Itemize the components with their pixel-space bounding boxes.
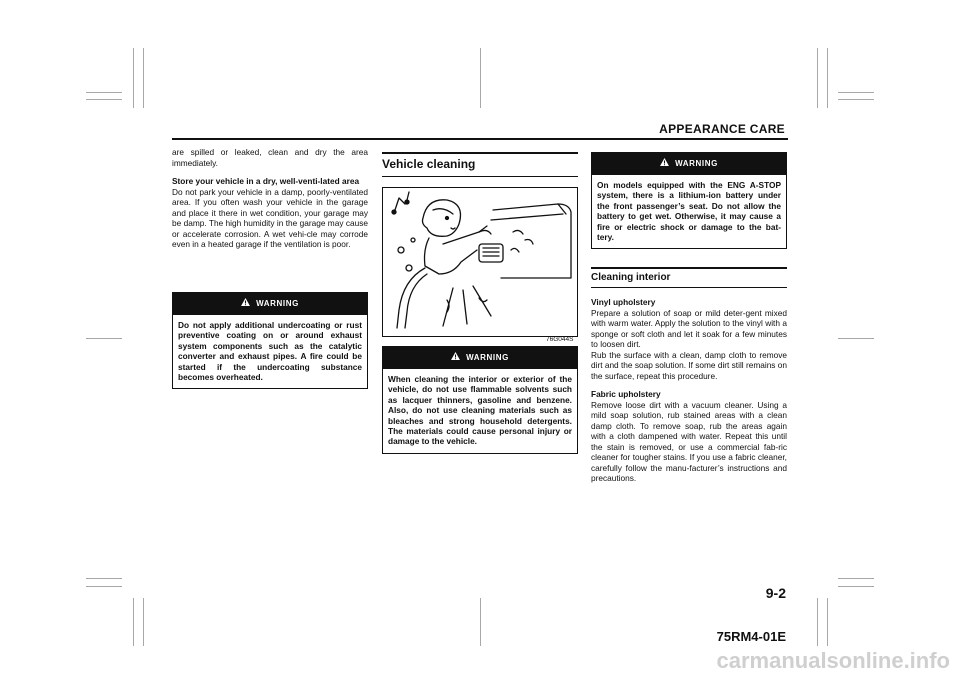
- warning-triangle-icon: [660, 153, 669, 175]
- warning-header: [383, 347, 577, 369]
- warning-header: [592, 153, 786, 175]
- section-rule: [591, 287, 787, 288]
- vinyl-heading: Vinyl upholstery: [591, 297, 656, 307]
- crop-mark: [86, 578, 122, 579]
- store-paragraph: Do not park your vehicle in a damp, poorly-ventilated area. If you often wash your vehicle in the garage and place it there in wet condition, your garage may be damp. The high humidity in the garage may cause or accelerate corrosion. A wet vehi-cle may corrode even in a heated garage if the ventilation is poor.: [172, 186, 368, 249]
- crop-mark: [86, 586, 122, 587]
- warning-label: WARNING: [675, 159, 718, 168]
- crop-mark: [480, 48, 481, 108]
- section-rule: [382, 176, 578, 177]
- crop-mark: [838, 578, 874, 579]
- page-number: 9-2: [765, 585, 786, 601]
- vehicle-cleaning-illustration: [382, 187, 578, 337]
- header-rule: [172, 138, 788, 140]
- crop-mark: [133, 598, 134, 646]
- crop-mark: [143, 48, 144, 108]
- column-1: [172, 147, 368, 258]
- crop-mark: [827, 48, 828, 108]
- crop-mark: [838, 99, 874, 100]
- watermark: carmanualsonline.info: [716, 648, 950, 673]
- crop-mark: [86, 92, 122, 93]
- warning-text: When cleaning the interior or exterior of the vehicle, do not use flammable solvents such as lacquer thinners, gasoline and benzene. Also, do not use cleaning materials such as bleaches and strong household detergents. The materials could cause personal injury or damage to the vehicle.: [388, 374, 572, 447]
- column-3: [591, 297, 787, 492]
- warning-header: [173, 293, 367, 315]
- crop-mark: [86, 338, 122, 339]
- section-rule: [382, 152, 578, 154]
- washing-car-drawing: [383, 188, 577, 336]
- warning-text: Do not apply additional undercoating or rust preventive coating on or around exhaust system components such as the catalytic converter and exhaust pipes. A fire could be started if the undercoating substance becomes overheated.: [178, 320, 362, 383]
- section-rule: [591, 267, 787, 269]
- vinyl-paragraph-2: Rub the surface with a clean, damp cloth to remove dirt and the soap solution. If some dirt still remains on the surface, repeat this procedure.: [591, 349, 787, 381]
- warning-text: On models equipped with the ENG A-STOP system, there is a lithium-ion battery under the front passenger’s seat. Do not allow the battery to get wet. Otherwise, it may cause a fire or electric shock or damage to the bat-tery.: [597, 180, 781, 243]
- warning-box-solvents: [382, 346, 578, 454]
- warning-triangle-icon: [451, 347, 460, 369]
- figure-code: 76G044S: [546, 336, 574, 343]
- crop-mark: [838, 586, 874, 587]
- section-title-vehicle-cleaning: Vehicle cleaning: [382, 157, 476, 171]
- crop-mark: [838, 92, 874, 93]
- section-title-cleaning-interior: Cleaning interior: [591, 272, 671, 283]
- warning-label: WARNING: [466, 353, 509, 362]
- crop-mark: [133, 48, 134, 108]
- crop-mark: [827, 598, 828, 646]
- store-heading: Store your vehicle in a dry, well-venti-lated area: [172, 176, 360, 186]
- crop-mark: [86, 99, 122, 100]
- crop-mark: [817, 48, 818, 108]
- crop-mark: [480, 598, 481, 646]
- document-code: 75RM4-01E: [716, 629, 786, 644]
- warning-label: WARNING: [256, 299, 299, 308]
- warning-box-battery: [591, 152, 787, 249]
- fabric-heading: Fabric upholstery: [591, 389, 661, 399]
- warning-box-undercoating: [172, 292, 368, 389]
- crop-mark: [838, 338, 874, 339]
- crop-mark: [143, 598, 144, 646]
- warning-triangle-icon: [241, 293, 250, 315]
- vinyl-paragraph-1: Prepare a solution of soap or mild deter-gent mixed with warm water. Apply the solution to the vinyl with a sponge or soft cloth and let it soak for a few minutes to loosen dirt.: [591, 307, 787, 349]
- intro-paragraph: are spilled or leaked, clean and dry the area immediately.: [172, 147, 368, 168]
- section-header: APPEARANCE CARE: [659, 122, 785, 136]
- crop-mark: [817, 598, 818, 646]
- fabric-paragraph: Remove loose dirt with a vacuum cleaner. Using a mild soap solution, rub stained areas with a clean damp cloth. To remove soap, rub the areas again with a cloth dampened with water. Repeat this until the stain is removed, or use a commercial fab-ric cleaner for tougher stains. If you use a fabric cleaner, carefully follow the manu-facturer’s instructions and precautions.: [591, 399, 787, 483]
